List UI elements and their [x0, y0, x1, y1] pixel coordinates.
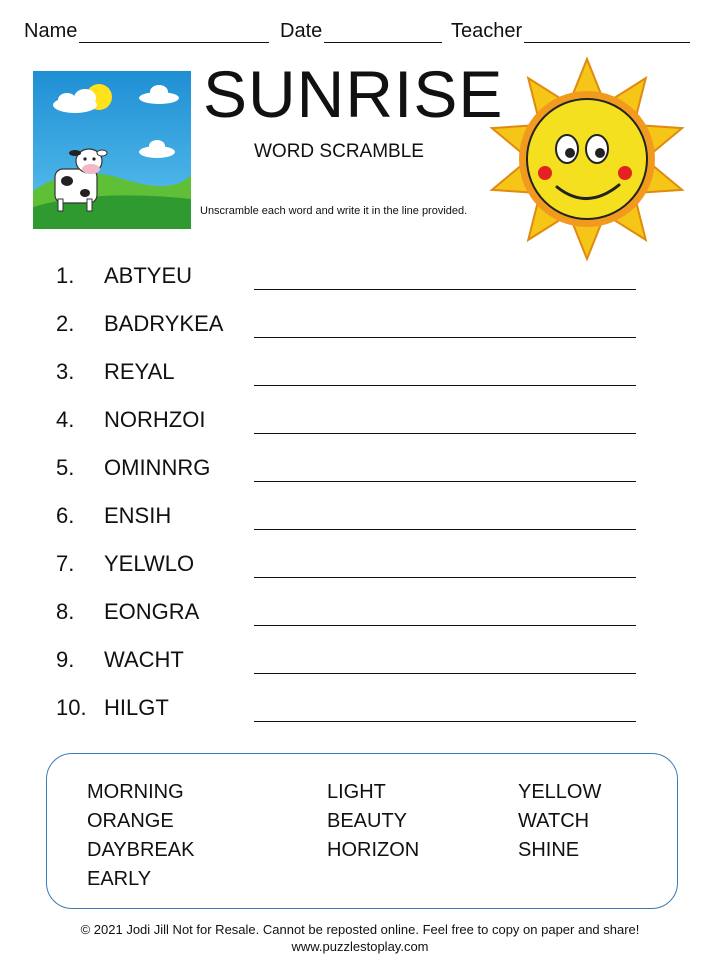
word-bank-item: EARLY: [87, 868, 152, 890]
scrambled-word: YELWLO: [104, 551, 195, 576]
scrambled-word: BADRYKEA: [104, 311, 224, 336]
row-number: 9.: [56, 647, 75, 672]
scrambled-word: EONGRA: [104, 599, 200, 624]
answer-line[interactable]: [254, 673, 636, 674]
row-number: 7.: [56, 551, 75, 576]
date-blank[interactable]: [324, 22, 442, 43]
word-bank-item: YELLOW: [518, 781, 602, 803]
teacher-field: [451, 20, 690, 43]
name-field: [24, 20, 269, 43]
word-bank-item: ORANGE: [87, 810, 174, 832]
row-number: 3.: [56, 359, 75, 384]
answer-line[interactable]: [254, 625, 636, 626]
answer-line[interactable]: [254, 721, 636, 722]
row-number: 1.: [56, 263, 75, 288]
row-number: 2.: [56, 311, 75, 336]
answer-line[interactable]: [254, 289, 636, 290]
answer-line[interactable]: [254, 529, 636, 530]
answer-line[interactable]: [254, 337, 636, 338]
page-title: SUNRISE: [203, 57, 504, 131]
word-bank-item: HORIZON: [327, 839, 420, 861]
date-field: [280, 20, 442, 43]
date-label: Date: [280, 20, 323, 42]
word-bank-item: WATCH: [518, 810, 590, 832]
scrambled-word: OMINNRG: [104, 455, 211, 480]
scrambled-word: NORHZOI: [104, 407, 206, 432]
row-number: 8.: [56, 599, 75, 624]
teacher-blank[interactable]: [524, 22, 690, 43]
word-bank-item: MORNING: [87, 781, 184, 803]
answer-line[interactable]: [254, 577, 636, 578]
row-number: 10.: [56, 695, 87, 720]
word-bank-item: SHINE: [518, 839, 580, 861]
word-bank-item: BEAUTY: [327, 810, 408, 832]
teacher-label: Teacher: [451, 20, 523, 42]
name-blank[interactable]: [79, 22, 269, 43]
answer-line[interactable]: [254, 433, 636, 434]
instructions: Unscramble each word and write it in the line provided.: [200, 205, 468, 217]
answer-line[interactable]: [254, 481, 636, 482]
name-label: Name: [24, 20, 78, 42]
copyright-notice: © 2021 Jodi Jill Not for Resale. Cannot be reposted online. Feel free to copy on paper and share!: [80, 922, 640, 937]
scrambled-word: ENSIH: [104, 503, 172, 528]
scrambled-word: ABTYEU: [104, 263, 193, 288]
cow-field-image: [33, 71, 191, 229]
page-subtitle: WORD SCRAMBLE: [254, 141, 424, 162]
row-number: 5.: [56, 455, 75, 480]
scrambled-word: REYAL: [104, 359, 175, 384]
website-link[interactable]: www.puzzlestoplay.com: [291, 939, 429, 954]
answer-line[interactable]: [254, 385, 636, 386]
row-number: 4.: [56, 407, 75, 432]
scrambled-word: WACHT: [104, 647, 184, 672]
word-bank-item: DAYBREAK: [87, 839, 195, 861]
scrambled-word: HILGT: [104, 695, 169, 720]
smiling-sun-icon: [484, 56, 690, 262]
word-bank-item: LIGHT: [327, 781, 386, 803]
row-number: 6.: [56, 503, 75, 528]
